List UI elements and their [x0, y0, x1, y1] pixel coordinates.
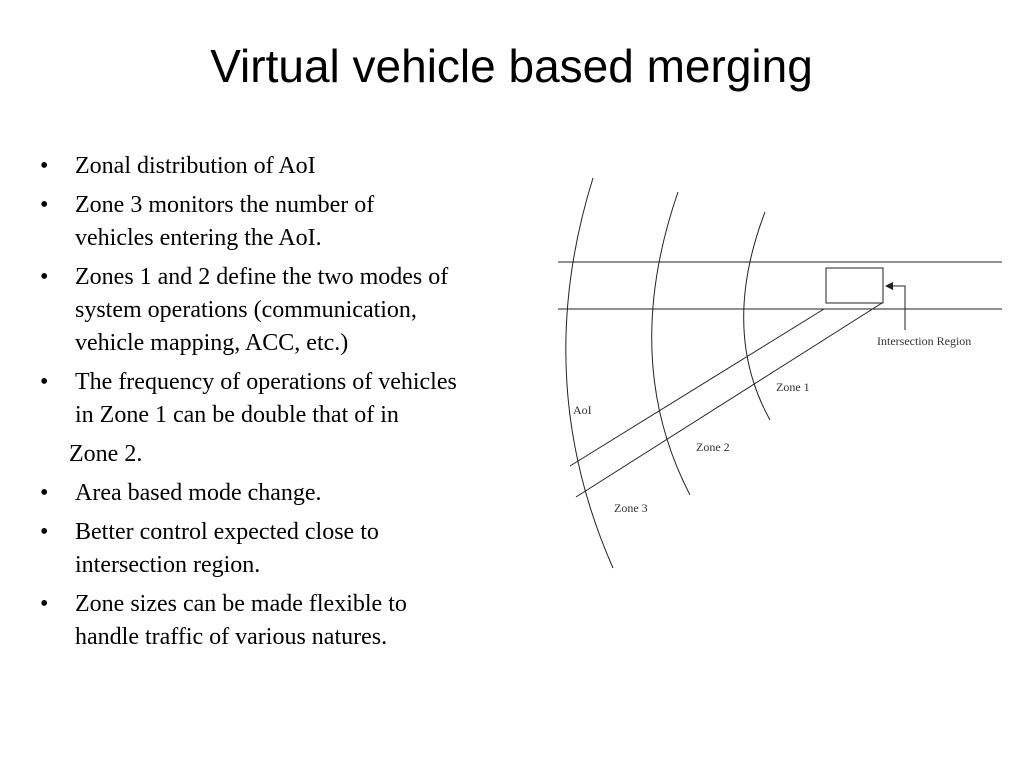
aoi-label: AoI	[573, 403, 592, 417]
intersection-region-label: Intersection Region	[877, 334, 972, 348]
zone2-label: Zone 2	[696, 440, 730, 454]
bullet-text: Better control expected close to	[75, 519, 379, 545]
bullet-text: Zone 3 monitors the number of	[75, 192, 375, 218]
zone3-boundary-arc	[652, 192, 690, 495]
merging-road-lower-line	[576, 303, 882, 497]
bullet-dot: •	[40, 192, 49, 218]
bullet-dot: •	[40, 591, 49, 617]
bullet-text: Area based mode change.	[75, 480, 322, 506]
bullet-continuation: Zone 2.	[69, 441, 143, 467]
bullet-text: handle traffic of various natures.	[75, 624, 388, 650]
slide-title: Virtual vehicle based merging	[210, 40, 813, 92]
bullet-text: vehicles entering the AoI.	[75, 225, 322, 251]
zone2-boundary-arc	[744, 212, 770, 420]
arrow-head-icon	[885, 282, 893, 290]
aoi-boundary-arc	[566, 178, 613, 568]
bullet-text: in Zone 1 can be double that of in	[75, 402, 399, 428]
zone3-label: Zone 3	[614, 501, 648, 515]
intersection-pointer-line	[888, 286, 905, 330]
bullet-dot: •	[40, 480, 49, 506]
zone1-label: Zone 1	[776, 380, 810, 394]
intersection-region-box	[826, 268, 883, 303]
bullet-dot: •	[40, 153, 49, 179]
bullet-text: Zones 1 and 2 define the two modes of	[75, 264, 449, 290]
bullet-dot: •	[40, 519, 49, 545]
bullet-dot: •	[40, 369, 49, 395]
bullet-text: intersection region.	[75, 552, 261, 578]
bullet-dot: •	[40, 264, 49, 290]
bullet-text: Zonal distribution of AoI	[75, 153, 316, 179]
bullet-text: system operations (communication,	[75, 297, 417, 323]
bullet-text: Zone sizes can be made flexible to	[75, 591, 407, 617]
bullet-text: The frequency of operations of vehicles	[75, 369, 457, 395]
bullet-text: vehicle mapping, ACC, etc.)	[75, 330, 349, 356]
